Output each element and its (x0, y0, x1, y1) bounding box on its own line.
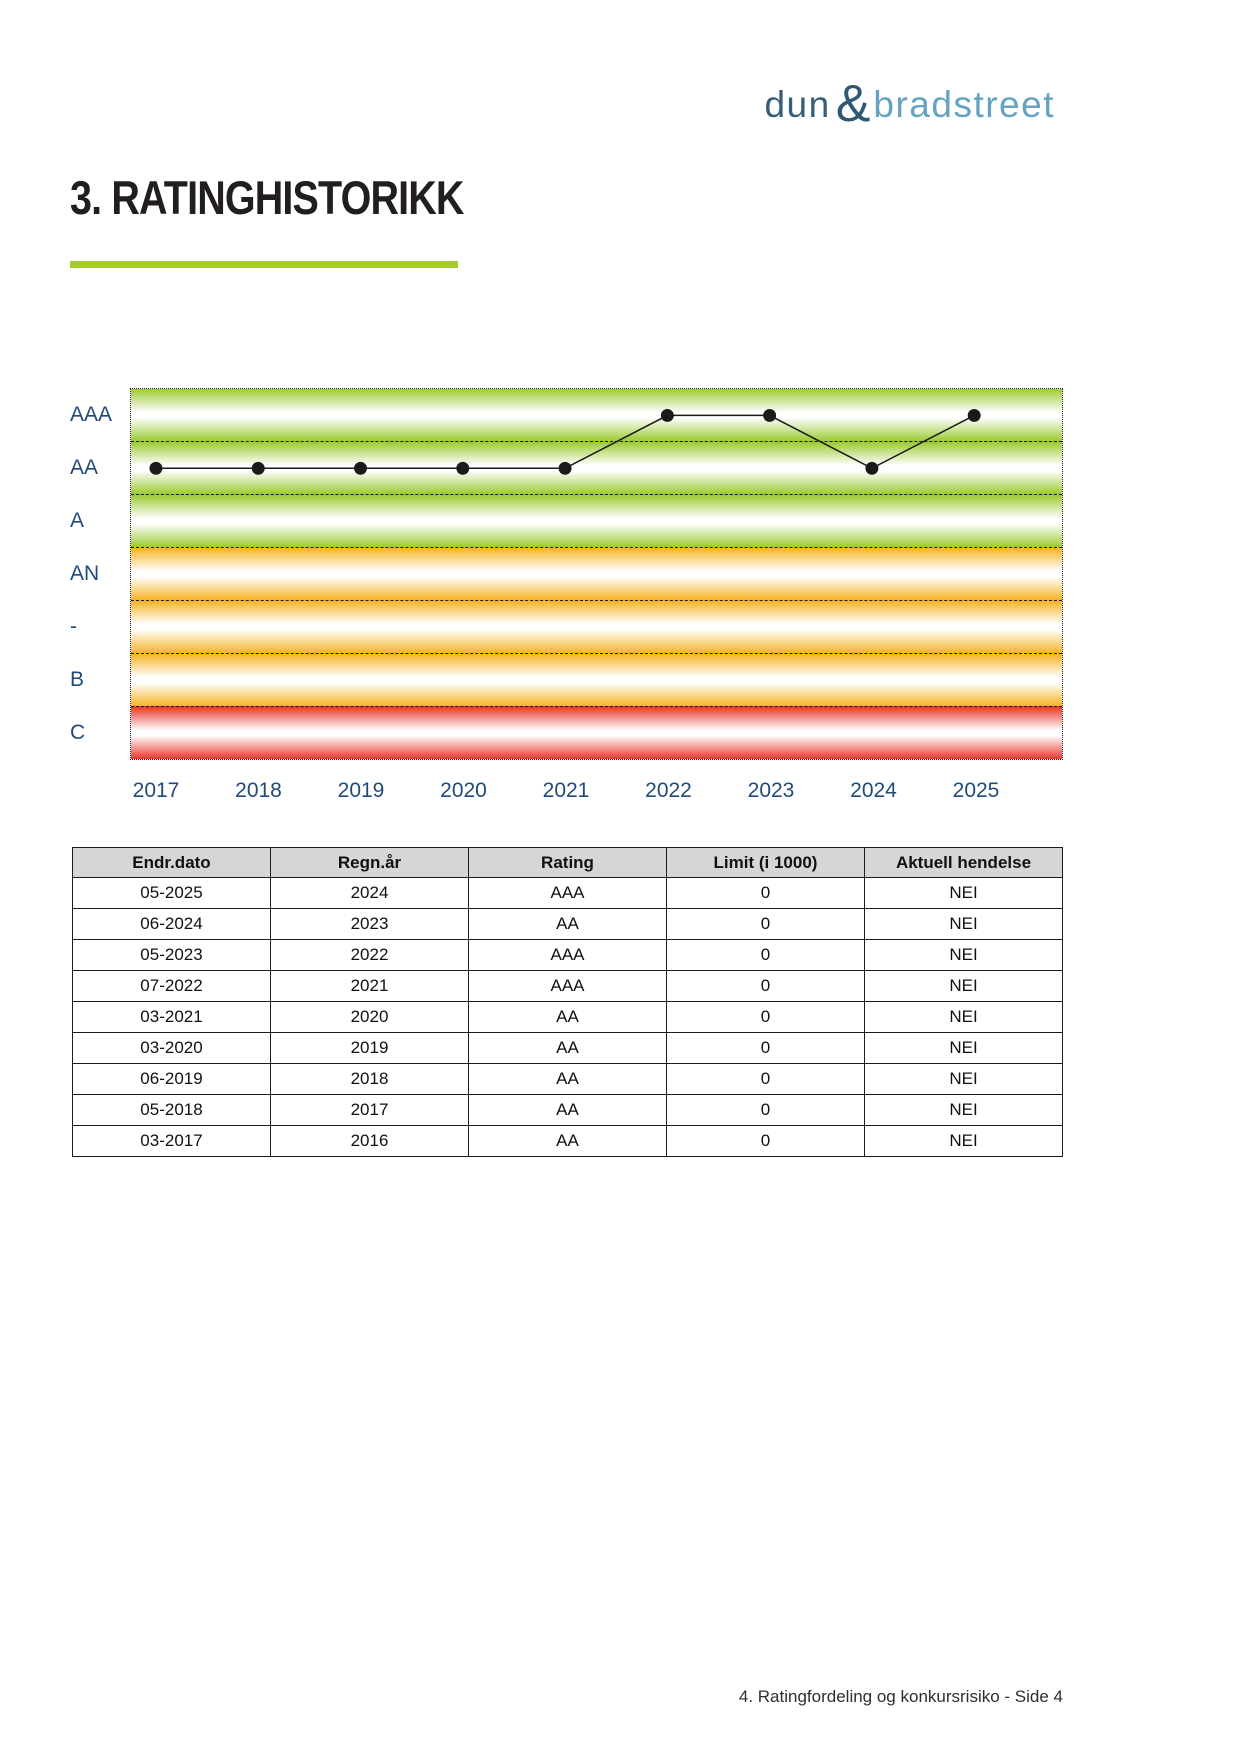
page-footer: 4. Ratingfordeling og konkursrisiko - Side 4 (738, 1687, 1063, 1706)
y-axis-label-c: C (70, 721, 86, 745)
table-row (73, 1095, 1063, 1126)
table-cell: 2019 (271, 1033, 469, 1064)
data-point-2021 (559, 462, 572, 475)
table-cell: 2022 (271, 940, 469, 971)
table-row (73, 1033, 1063, 1064)
y-axis-label--: - (70, 615, 77, 639)
table-cell: 03-2017 (73, 1126, 271, 1157)
dun-bradstreet-logo (764, 70, 1055, 133)
table-cell: 2018 (271, 1064, 469, 1095)
table-cell: AA (469, 1126, 667, 1157)
table-cell: 0 (667, 909, 865, 940)
table-cell: 05-2025 (73, 878, 271, 909)
table-row (73, 1002, 1063, 1033)
x-axis-label-2024: 2024 (850, 779, 897, 802)
table-row (73, 940, 1063, 971)
data-point-2018 (252, 462, 265, 475)
x-axis-label-2018: 2018 (235, 779, 282, 802)
table-row (73, 1126, 1063, 1157)
table-cell: NEI (865, 1126, 1063, 1157)
table-header-cell: Endr.dato (73, 848, 271, 878)
table-row (73, 1064, 1063, 1095)
data-point-2019 (354, 462, 367, 475)
table-cell: NEI (865, 940, 1063, 971)
table-cell: 0 (667, 1064, 865, 1095)
page-title: 3. RATINGHISTORIKK (70, 171, 464, 224)
data-point-2017 (149, 462, 162, 475)
table-cell: 0 (667, 1126, 865, 1157)
table-cell: AA (469, 909, 667, 940)
table-cell: 0 (667, 1002, 865, 1033)
table-cell: AA (469, 1002, 667, 1033)
title-underline-bar (70, 261, 458, 268)
table-cell: NEI (865, 1002, 1063, 1033)
table-header-cell: Rating (469, 848, 667, 878)
table-cell: NEI (865, 878, 1063, 909)
data-point-2020 (456, 462, 469, 475)
table-row (73, 878, 1063, 909)
x-axis-label-2023: 2023 (747, 779, 795, 802)
table-row (73, 909, 1063, 940)
table-cell: 05-2023 (73, 940, 271, 971)
y-axis-label-b: B (70, 668, 85, 692)
table-cell: 05-2018 (73, 1095, 271, 1126)
table-cell: 2021 (271, 971, 469, 1002)
table-cell: 06-2024 (73, 909, 271, 940)
table-cell: 2017 (271, 1095, 469, 1126)
table-cell: AA (469, 1033, 667, 1064)
table-cell: NEI (865, 1033, 1063, 1064)
x-axis-label-2017: 2017 (132, 779, 180, 802)
table-cell: 03-2020 (73, 1033, 271, 1064)
rating-history-table (72, 847, 1063, 1157)
table-cell: 2023 (271, 909, 469, 940)
table-cell: 03-2021 (73, 1002, 271, 1033)
table-cell: AA (469, 1064, 667, 1095)
y-axis-label-aa: AA (70, 455, 99, 479)
table-cell: 0 (667, 1095, 865, 1126)
y-axis-label-a: A (70, 508, 85, 532)
x-axis-label-2022: 2022 (645, 779, 692, 802)
table-header-cell: Aktuell hendelse (865, 848, 1063, 878)
data-point-2024 (865, 462, 878, 475)
table-cell: AAA (469, 940, 667, 971)
table-cell: 0 (667, 1033, 865, 1064)
table-cell: AA (469, 1095, 667, 1126)
table-cell: NEI (865, 1095, 1063, 1126)
table-cell: 2016 (271, 1126, 469, 1157)
table-cell: 2024 (271, 878, 469, 909)
table-header-row (73, 848, 1063, 878)
logo-word-bradstreet: bradstreet (873, 84, 1055, 125)
rating-trend-line (131, 389, 1062, 759)
data-point-2025 (968, 409, 981, 422)
table-cell: 2020 (271, 1002, 469, 1033)
x-axis-label-2020: 2020 (440, 779, 487, 802)
table-cell: 0 (667, 878, 865, 909)
x-axis-label-2025: 2025 (952, 779, 1000, 802)
table-cell: 0 (667, 971, 865, 1002)
table-header-cell: Regn.år (271, 848, 469, 878)
y-axis-label-aaa: AAA (70, 402, 113, 426)
x-axis-label-2021: 2021 (542, 779, 590, 802)
table-cell: 06-2019 (73, 1064, 271, 1095)
table-cell: 07-2022 (73, 971, 271, 1002)
y-axis-label-an: AN (70, 562, 100, 585)
data-point-2022 (661, 409, 674, 422)
table-cell: NEI (865, 909, 1063, 940)
x-axis-label-2019: 2019 (337, 779, 385, 802)
trend-polyline (156, 415, 974, 468)
table-cell: NEI (865, 1064, 1063, 1095)
logo-word-dun: dun (764, 84, 831, 125)
data-point-2023 (763, 409, 776, 422)
table-cell: 0 (667, 940, 865, 971)
chart-plot-area (130, 388, 1063, 760)
table-cell: AAA (469, 971, 667, 1002)
table-header-cell: Limit (i 1000) (667, 848, 865, 878)
table-row (73, 971, 1063, 1002)
table-cell: NEI (865, 971, 1063, 1002)
logo-ampersand-icon: & (835, 75, 871, 133)
table-cell: AAA (469, 878, 667, 909)
